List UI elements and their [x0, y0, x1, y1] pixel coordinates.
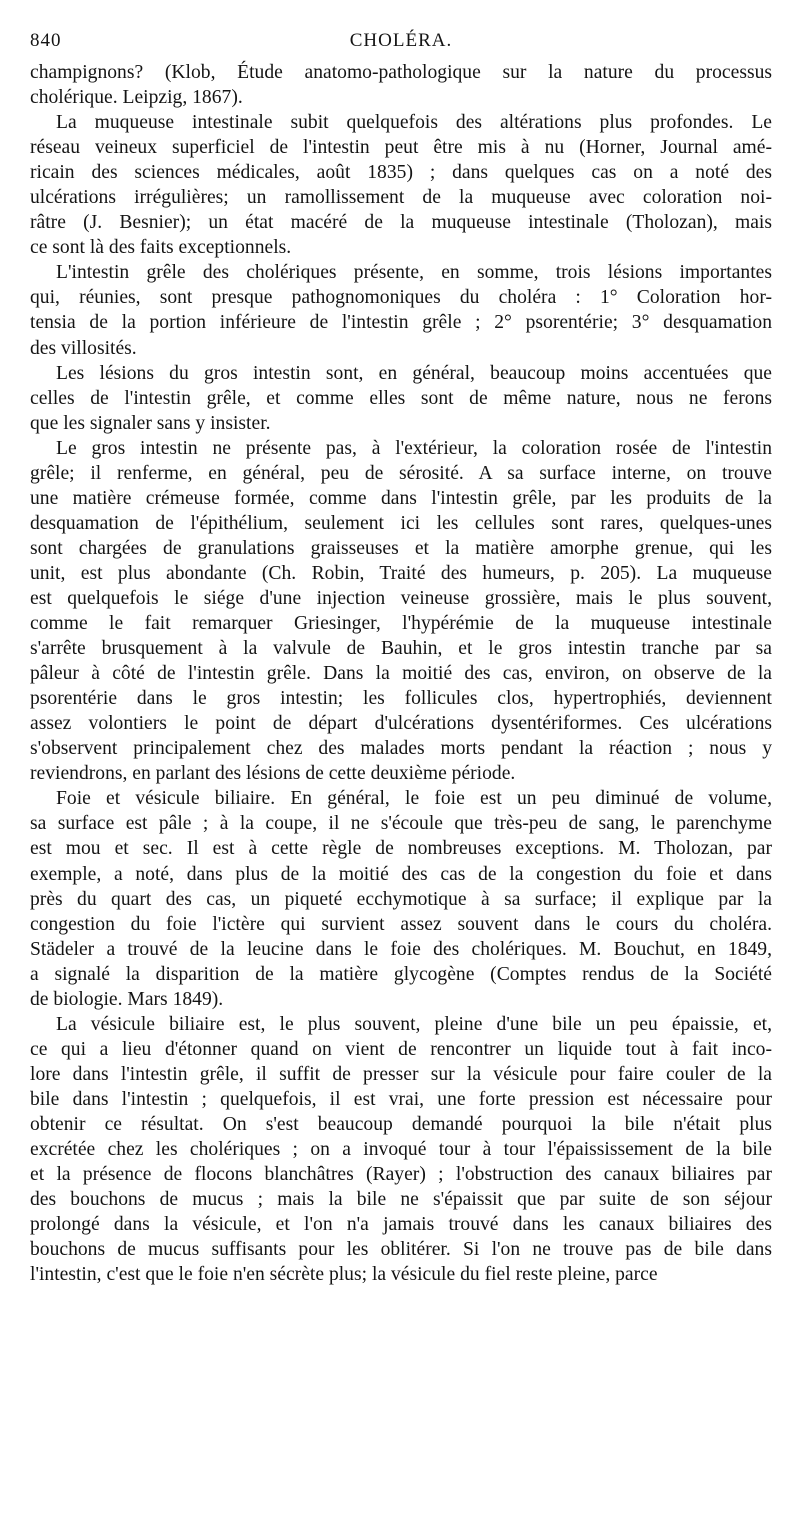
text-line: Städeler a trouvé de la leucine dans le foie des cholériques. M. Bouchut, en 1849,: [30, 938, 772, 960]
text-line: l'intestin, c'est que le foie n'en sécrète plus; la vésicule du fiel reste pleine, parce: [30, 1264, 658, 1286]
text-line: sont chargées de granulations graisseuses et la matière amorphe grenue, qui les: [30, 537, 772, 559]
text-line: est mou et sec. Il est à cette règle de nombreuses exceptions. M. Tholozan, par: [30, 838, 772, 860]
text-line: près du quart des cas, un piqueté ecchymotique à sa surface; il explique par la: [30, 888, 772, 910]
paragraph-p1: [30, 60, 772, 110]
text-line: qui, réunies, sont presque pathognomoniques du choléra : 1° Coloration hor-: [30, 287, 772, 309]
text-line: psorentérie dans le gros intestin; les follicules clos, hypertrophiés, deviennent: [30, 688, 772, 710]
page: [30, 22, 772, 1287]
text-line: congestion du foie l'ictère qui survient assez souvent dans le cours du choléra.: [30, 913, 772, 935]
text-line: Foie et vésicule biliaire. En général, le foie est un peu diminué de volume,: [56, 788, 772, 810]
text-line: reviendrons, en parlant des lésions de cette deuxième période.: [30, 763, 516, 785]
text-line: que les signaler sans y insister.: [30, 412, 271, 434]
text-line: exemple, a noté, dans plus de la moitié des cas de la congestion du foie et dans: [30, 863, 772, 885]
paragraph-p2: [30, 110, 772, 260]
text-line: ulcérations irrégulières; un ramollissement de la muqueuse avec coloration noi-: [30, 187, 772, 209]
text-line: La vésicule biliaire est, le plus souvent, pleine d'une bile un peu épaissie, et,: [56, 1013, 772, 1035]
text-line: réseau veineux superficiel de l'intestin peut être mis à nu (Horner, Journal amé-: [30, 137, 772, 159]
text-line: est quelquefois le siége d'une injection veineuse grossière, mais le plus souvent,: [30, 587, 772, 609]
text-line: excrétée chez les cholériques ; on a invoqué tour à tour l'épaississement de la bile: [30, 1139, 772, 1161]
text-line: tensia de la portion inférieure de l'intestin grêle ; 2° psorentérie; 3° desquamation: [30, 312, 772, 334]
text-line: s'observent principalement chez des malades morts pendant la réaction ; nous y: [30, 738, 772, 760]
text-line: de biologie. Mars 1849).: [30, 988, 224, 1010]
text-line: ricain des sciences médicales, août 1835) ; dans quelques cas on a noté des: [30, 162, 772, 184]
text-line: s'arrête brusquement à la valvule de Bauhin, et le gros intestin tranche par sa: [30, 638, 772, 660]
text-line: obtenir ce résultat. On s'est beaucoup demandé pourquoi la bile n'était plus: [30, 1113, 772, 1135]
text-line: La muqueuse intestinale subit quelquefois des altérations plus profondes. Le: [56, 112, 772, 134]
text-line: ce sont là des faits exceptionnels.: [30, 237, 292, 259]
text-line: pâleur à côté de l'intestin grêle. Dans la moitié des cas, environ, on observe de la: [30, 663, 772, 685]
text-body: [30, 60, 772, 1287]
text-line: comme le fait remarquer Griesinger, l'hypérémie de la muqueuse intestinale: [30, 613, 772, 635]
text-line: a signalé la disparition de la matière glycogène (Comptes rendus de la Société: [30, 963, 772, 985]
text-line: assez volontiers le point de départ d'ulcérations dysentériformes. Ces ulcérations: [30, 713, 772, 735]
text-line: ce qui a lieu d'étonner quand on vient de rencontrer un liquide tout à fait inco-: [30, 1038, 772, 1060]
text-line: desquamation de l'épithélium, seulement ici les cellules sont rares, quelques-unes: [30, 512, 772, 534]
running-title: CHOLÉRA.: [349, 30, 453, 51]
paragraph-p3: [30, 260, 772, 360]
text-line: lore dans l'intestin grêle, il suffit de presser sur la vésicule pour faire couler de la: [30, 1063, 772, 1085]
text-line: unit, est plus abondante (Ch. Robin, Traité des humeurs, p. 205). La muqueuse: [30, 562, 772, 584]
paragraph-p4: [30, 361, 772, 436]
text-line: râtre (J. Besnier); un état macéré de la muqueuse intestinale (Tholozan), mais: [30, 212, 772, 234]
text-line: sa surface est pâle ; à la coupe, il ne s'écoule que très-peu de sang, le parenchyme: [30, 813, 772, 835]
text-line: cholérique. Leipzig, 1867).: [30, 87, 243, 109]
page-number: 840: [30, 30, 62, 51]
text-line: champignons? (Klob, Étude anatomo-pathologique sur la nature du processus: [30, 62, 772, 83]
paragraph-p7: [30, 1012, 772, 1288]
paragraph-p5: [30, 436, 772, 787]
page-header: [30, 22, 772, 60]
paragraph-p6: [30, 786, 772, 1011]
text-line: des villosités.: [30, 337, 137, 359]
text-line: prolongé dans la vésicule, et l'on n'a jamais trouvé dans les canaux biliaires des: [30, 1214, 772, 1236]
text-line: bile dans l'intestin ; quelquefois, il est vrai, une forte pression est nécessaire pour: [30, 1088, 772, 1110]
text-line: et la présence de flocons blanchâtres (Rayer) ; l'obstruction des canaux biliaires par: [30, 1164, 772, 1186]
text-line: Le gros intestin ne présente pas, à l'extérieur, la coloration rosée de l'intestin: [56, 437, 772, 459]
text-line: bouchons de mucus suffisants pour les oblitérer. Si l'on ne trouve pas de bile dans: [30, 1239, 772, 1261]
text-line: L'intestin grêle des cholériques présente, en somme, trois lésions importantes: [56, 262, 772, 284]
text-line: grêle; il renferme, en général, peu de sérosité. A sa surface interne, on trouve: [30, 462, 772, 484]
text-line: une matière crémeuse formée, comme dans l'intestin grêle, par les produits de la: [30, 487, 772, 509]
text-line: celles de l'intestin grêle, et comme elles sont de même nature, nous ne ferons: [30, 387, 772, 409]
text-line: Les lésions du gros intestin sont, en général, beaucoup moins accentuées que: [56, 362, 772, 384]
text-line: des bouchons de mucus ; mais la bile ne s'épaissit que par suite de son séjour: [30, 1189, 772, 1211]
